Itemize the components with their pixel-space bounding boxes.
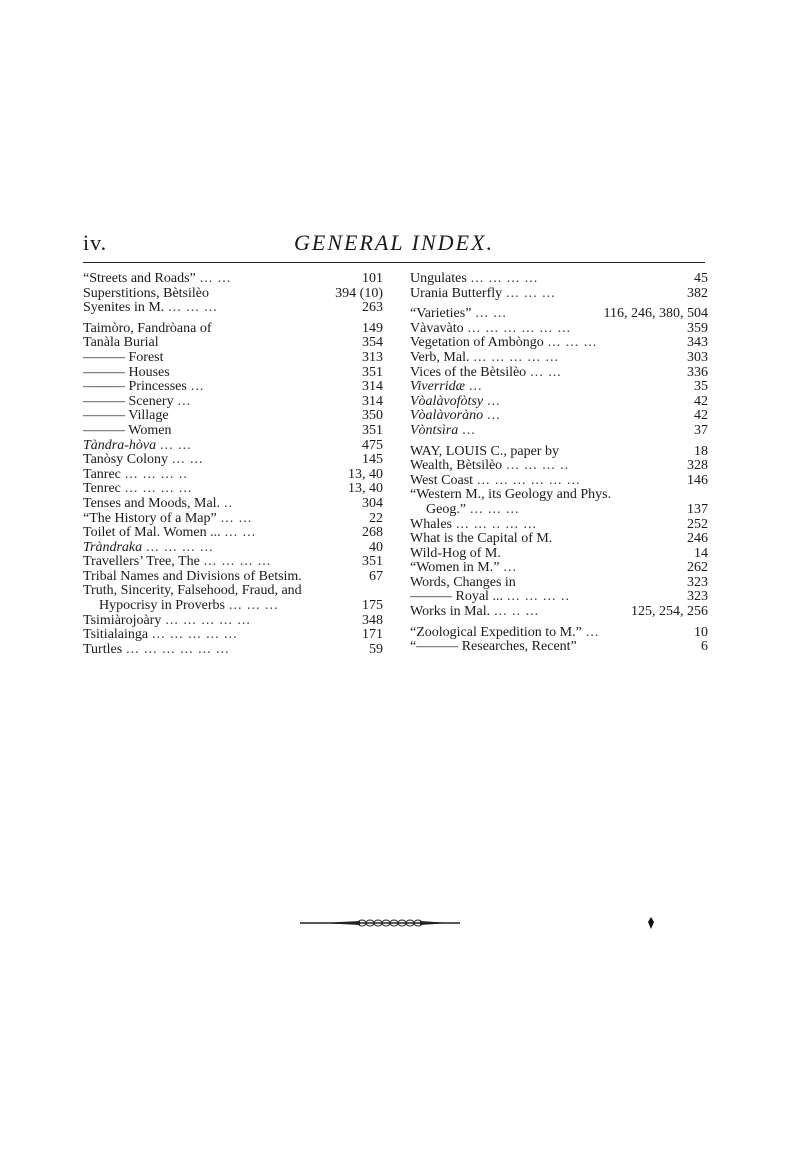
entry-label: Truth, Sincerity, Falsehood, Fraud, and (83, 583, 302, 599)
entry-page-ref: 314 (362, 393, 383, 409)
index-entry (410, 626, 708, 641)
entry-leader-dots: ... (462, 423, 476, 438)
index-entry (83, 351, 383, 366)
index-entry (410, 547, 708, 562)
entry-page-ref: 314 (362, 379, 383, 395)
entry-label: Words, Changes in (410, 574, 516, 590)
entry-leader-dots: ... ... ... ... (146, 540, 214, 555)
entry-label: Syenites in M. (83, 300, 165, 316)
index-entry (410, 351, 708, 366)
entry-leader-dots: ... ... ... (470, 502, 520, 517)
entry-page-ref: 359 (687, 320, 708, 336)
entry-label: “Streets and Roads” (83, 271, 196, 286)
entry-label: ——— Women (83, 422, 172, 438)
index-entry (83, 301, 383, 316)
entry-label: Verb, Mal. (410, 349, 470, 365)
index-entry (83, 643, 383, 658)
entry-page-ref: 262 (687, 560, 708, 576)
entry-label: Works in Mal. (410, 604, 491, 620)
index-entry (83, 584, 383, 599)
entry-leader-dots: ... (190, 380, 205, 395)
index-entry (83, 482, 383, 497)
entry-page-ref: 246 (687, 531, 708, 547)
entry-label: ——— Houses (83, 364, 170, 380)
entry-page-ref: 336 (687, 364, 708, 380)
entry-page-ref: 303 (687, 349, 708, 365)
index-entry (410, 590, 708, 605)
entry-label: What is the Capital of M. (410, 531, 553, 547)
entry-label: Superstitions, Bètsilèo (83, 285, 209, 301)
entry-leader-dots: ... ... ... ... ... ... (477, 473, 581, 488)
entry-page-ref: 348 (362, 612, 383, 628)
entry-label: West Coast (410, 472, 474, 488)
entry-label: Tribal Names and Divisions of Betsim. (83, 568, 302, 584)
entry-label: Tràndraka (83, 539, 143, 555)
entry-leader-dots: ... ... ... (229, 599, 279, 614)
entry-page-ref: 13, 40 (348, 481, 383, 497)
index-entry (410, 532, 708, 547)
entry-leader-dots: ... ... .. ... ... (455, 517, 537, 532)
index-entry (83, 336, 383, 351)
entry-page-ref: 394 (10) (335, 285, 383, 301)
entry-label: Whales (410, 516, 452, 532)
entry-page-ref: 149 (362, 320, 383, 336)
entry-page-ref: 323 (687, 574, 708, 590)
entry-page-ref: 35 (694, 379, 708, 395)
entry-label: Ungulates (410, 271, 467, 286)
entry-page-ref: 10 (694, 624, 708, 640)
entry-label: Tsimiàrojoàry (83, 612, 162, 628)
index-entry (410, 605, 708, 620)
entry-label: Vàvavàto (410, 320, 464, 336)
entry-label: Wealth, Bètsilèo (410, 458, 503, 474)
entry-page-ref: 351 (362, 554, 383, 570)
entry-label: Tenrec (83, 481, 121, 497)
entry-page-ref: 350 (362, 408, 383, 424)
index-entry (410, 640, 708, 655)
entry-page-ref: 328 (687, 458, 708, 474)
entry-page-ref: 382 (687, 285, 708, 301)
entry-leader-dots: ... (487, 394, 501, 409)
entry-page-ref: 22 (369, 510, 383, 526)
index-column-right (410, 272, 708, 655)
index-entry (83, 424, 383, 439)
entry-label: “Zoological Expedition to M.” (410, 624, 582, 640)
tailpiece-ornament (300, 918, 460, 928)
index-column-left (83, 272, 383, 657)
index-entry (83, 439, 383, 454)
entry-label: Vòalàvofòtsy (410, 393, 484, 409)
index-entry (410, 395, 708, 410)
index-entry (410, 307, 708, 322)
entry-label: “The History of a Map” (83, 510, 217, 526)
entry-leader-dots: ... (468, 380, 483, 395)
index-entry (410, 474, 708, 489)
entry-label: Geog.” (426, 501, 467, 517)
index-entry (410, 445, 708, 460)
entry-leader-dots: ... ... ... ... ... (152, 628, 238, 643)
entry-label: Urania Butterfly (410, 285, 503, 301)
entry-label: Tsitialainga (83, 627, 149, 643)
entry-label: Taimòro, Fandròana of (83, 320, 212, 336)
index-entry (410, 409, 708, 424)
page-number: iv. (83, 230, 108, 255)
index-entry (83, 380, 383, 395)
entry-page-ref: 42 (694, 408, 708, 424)
index-entry (410, 518, 708, 533)
entry-label: WAY, LOUIS C., paper by (410, 443, 559, 459)
entry-label: “——— Researches, Recent” (410, 639, 577, 655)
index-entry (83, 322, 383, 337)
entry-page-ref: 37 (694, 422, 708, 438)
entry-page-ref: 351 (362, 364, 383, 380)
index-entry (410, 503, 708, 518)
entry-label: Tanrec (83, 466, 121, 482)
entry-label: Vices of the Bètsilèo (410, 364, 527, 380)
entry-label: ——— Forest (83, 349, 164, 365)
index-entry (83, 526, 383, 541)
entry-page-ref: 252 (687, 516, 708, 532)
entry-page-ref: 145 (362, 452, 383, 468)
entry-page-ref: 323 (687, 589, 708, 605)
entry-leader-dots: ... ... (475, 307, 507, 322)
entry-leader-dots: .. (224, 496, 234, 511)
entry-label: Tanàla Burial (83, 335, 159, 351)
index-entry (83, 366, 383, 381)
entry-leader-dots: ... ... (530, 365, 562, 380)
index-entry (83, 272, 383, 287)
index-entry (410, 561, 708, 576)
entry-label: ——— Princesses (83, 379, 187, 395)
entry-page-ref: 125, 254, 256 (631, 604, 708, 620)
entry-page-ref: 304 (362, 495, 383, 511)
index-entry (83, 287, 383, 302)
entry-leader-dots: ... ... (224, 526, 257, 541)
entry-leader-dots: ... ... (220, 511, 253, 526)
entry-leader-dots: ... (177, 394, 192, 409)
entry-page-ref: 137 (687, 501, 708, 517)
entry-page-ref: 475 (362, 437, 383, 453)
entry-label: “Varieties” (410, 306, 472, 322)
entry-label: Vòalàvoràno (410, 408, 484, 424)
index-entry (83, 512, 383, 527)
index-entry (83, 570, 383, 585)
page-header (83, 230, 705, 258)
entry-page-ref: 171 (362, 627, 383, 643)
index-entry (83, 468, 383, 483)
entry-label: ——— Village (83, 408, 169, 424)
index-entry (83, 453, 383, 468)
entry-page-ref: 354 (362, 335, 383, 351)
entry-page-ref: 101 (362, 271, 383, 286)
entry-leader-dots: ... .. ... (494, 605, 540, 620)
entry-page-ref: 263 (362, 300, 383, 316)
entry-leader-dots: ... ... (199, 272, 232, 286)
entry-label: Hypocrisy in Proverbs (99, 598, 225, 614)
index-entry (410, 272, 708, 287)
index-entry (83, 555, 383, 570)
entry-leader-dots: ... ... ... .. (506, 459, 570, 474)
entry-leader-dots: ... ... ... .. (124, 467, 188, 482)
entry-page-ref: 42 (694, 393, 708, 409)
entry-page-ref: 14 (694, 545, 708, 561)
entry-label: Tàndra-hòva (83, 437, 157, 453)
entry-label: Tenses and Moods, Mal. (83, 495, 221, 511)
index-entry (83, 599, 383, 614)
entry-page-ref: 40 (369, 539, 383, 555)
entry-leader-dots: ... ... ... ... ... (165, 613, 251, 628)
index-entry (83, 409, 383, 424)
index-entry (83, 628, 383, 643)
entry-label: “Women in M.” (410, 560, 500, 576)
entry-label: Tanòsy Colony (83, 452, 168, 468)
entry-leader-dots: ... ... ... .. (506, 590, 570, 605)
entry-leader-dots: ... ... ... (506, 286, 556, 301)
entry-page-ref: 59 (369, 641, 383, 657)
entry-page-ref: 116, 246, 380, 504 (603, 306, 708, 322)
index-entry (410, 380, 708, 395)
index-entry (83, 614, 383, 629)
header-rule (83, 262, 705, 263)
index-entry (83, 541, 383, 556)
entry-label: Wild-Hog of M. (410, 545, 501, 561)
entry-page-ref: 45 (694, 271, 708, 286)
entry-page-ref: 313 (362, 349, 383, 365)
entry-label: Toilet of Mal. Women ... (83, 525, 221, 541)
index-entry (410, 459, 708, 474)
entry-leader-dots: ... (487, 409, 501, 424)
index-entry (83, 395, 383, 410)
index-entry (410, 488, 708, 503)
entry-label: Turtles (83, 641, 123, 657)
entry-label: Vegetation of Ambòngo (410, 335, 544, 351)
entry-page-ref: 146 (687, 472, 708, 488)
entry-page-ref: 351 (362, 422, 383, 438)
index-entry (410, 576, 708, 591)
entry-leader-dots: ... ... ... ... (470, 272, 539, 286)
printer-mark-icon (645, 916, 657, 930)
running-title: GENERAL INDEX. (294, 230, 494, 255)
entry-leader-dots: ... ... ... ... (203, 555, 272, 570)
index-entry (410, 336, 708, 351)
index-entry (410, 424, 708, 439)
entry-label: ——— Royal ... (410, 589, 503, 605)
entry-label: Travellers’ Tree, The (83, 554, 200, 570)
entry-label: ——— Scenery (83, 393, 174, 409)
entry-page-ref: 18 (694, 443, 708, 459)
entry-label: “Western M., its Geology and Phys. (410, 487, 612, 503)
entry-label: Vòntsìra (410, 422, 459, 438)
entry-leader-dots: ... (585, 625, 600, 640)
entry-leader-dots: ... ... ... ... ... ... (126, 642, 230, 657)
entry-leader-dots: ... ... ... (168, 301, 218, 316)
entry-page-ref: 6 (701, 639, 708, 655)
entry-page-ref: 67 (369, 568, 383, 584)
entry-page-ref: 343 (687, 335, 708, 351)
entry-leader-dots: ... ... ... (547, 336, 598, 351)
entry-page-ref: 13, 40 (348, 466, 383, 482)
entry-page-ref: 175 (362, 598, 383, 614)
index-entry (410, 322, 708, 337)
entry-leader-dots: ... ... ... ... ... (473, 350, 559, 365)
index-entry (410, 287, 708, 302)
entry-leader-dots: ... (503, 561, 517, 576)
index-entry (410, 366, 708, 381)
entry-leader-dots: ... ... (171, 453, 204, 468)
entry-leader-dots: ... ... ... ... (124, 482, 193, 497)
entry-page-ref: 268 (362, 525, 383, 541)
entry-leader-dots: ... ... ... ... ... ... (467, 321, 572, 336)
entry-label: Viverridæ (410, 379, 465, 395)
index-entry (83, 497, 383, 512)
entry-leader-dots: ... ... (160, 438, 192, 453)
